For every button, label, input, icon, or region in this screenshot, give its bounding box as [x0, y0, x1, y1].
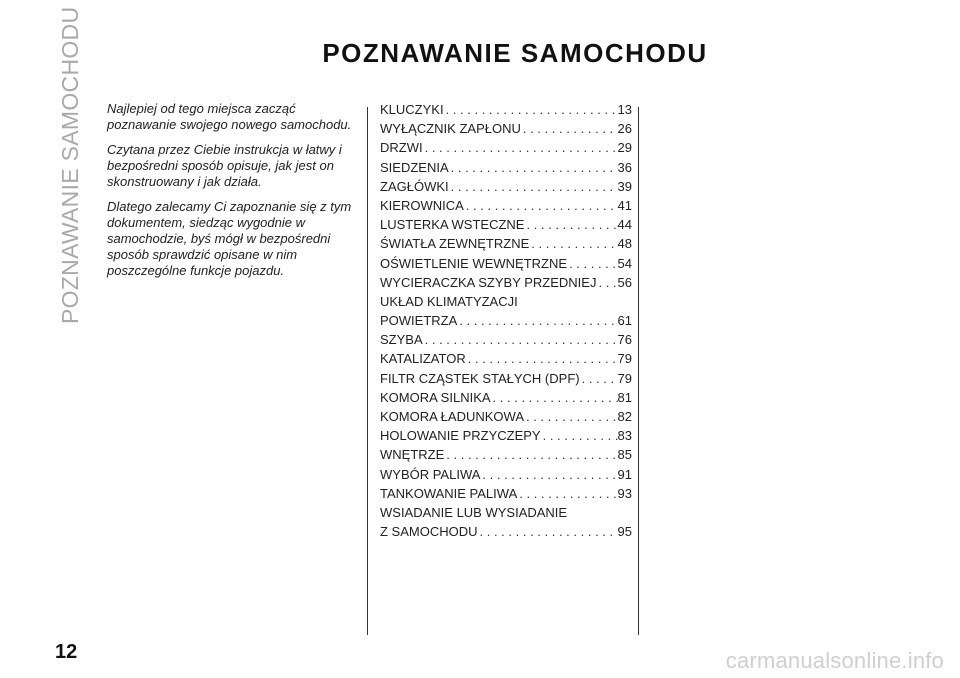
toc-entry-label: FILTR CZĄSTEK STAŁYCH (DPF) — [380, 370, 580, 386]
toc-entry[interactable] — [380, 465, 632, 484]
toc-entry-label: KOMORA SILNIKA — [380, 389, 491, 405]
toc-entry[interactable] — [380, 445, 632, 464]
toc-entry-label: KLUCZYKI — [380, 102, 444, 117]
toc-entry-row — [380, 138, 632, 157]
toc-entry-page: 79 — [617, 370, 632, 386]
toc-entry-row — [380, 522, 632, 541]
toc-entry[interactable] — [380, 388, 632, 407]
toc-entry[interactable] — [380, 503, 632, 541]
toc-entry-row — [380, 158, 632, 177]
toc-entry-label: SIEDZENIA — [380, 159, 449, 175]
toc-entry-label: DRZWI — [380, 140, 423, 156]
toc-entry-page: 76 — [617, 332, 632, 348]
toc-entry-row — [380, 119, 632, 138]
toc-entry-label: LUSTERKA WSTECZNE — [380, 217, 525, 233]
toc-entry[interactable] — [380, 292, 632, 330]
toc-entry-row — [380, 369, 632, 388]
toc-entry-label: POWIETRZA — [380, 313, 458, 329]
toc-entry-row — [380, 484, 632, 503]
toc-entry-page: 54 — [617, 255, 632, 271]
intro-paragraph: Dlatego zalecamy Ci zapoznanie się z tym dokumentem, siedząc wygodnie w samochodzie, byś mógł w bezpośredni sposób sprawdzić opisane w nim poszczególne funkcje pojazdu. — [107, 199, 352, 278]
toc-entry-label: WYBÓR PALIWA — [380, 466, 481, 482]
toc-dot-leader — [466, 196, 618, 215]
toc-entry-label: ZAGŁÓWKI — [380, 178, 449, 194]
toc-entry-page: 26 — [617, 121, 632, 137]
toc-entry-page: 93 — [617, 485, 632, 501]
toc-entry-page: 61 — [617, 313, 632, 329]
toc-entry[interactable] — [380, 215, 632, 234]
toc-entry-row — [380, 234, 632, 253]
toc-dot-leader — [446, 100, 618, 119]
toc-dot-leader — [598, 273, 617, 292]
toc-entry-page: 85 — [617, 447, 632, 463]
toc-dot-leader — [451, 177, 618, 196]
toc-entry-label: WYŁĄCZNIK ZAPŁONU — [380, 121, 521, 137]
toc-entry-row — [380, 349, 632, 368]
toc-dot-leader — [425, 138, 618, 157]
toc-entry-row — [380, 330, 632, 349]
toc-dot-leader — [526, 215, 617, 234]
toc-entry-page: 95 — [617, 524, 632, 540]
toc-entry-page: 83 — [617, 428, 632, 444]
toc-entry-row — [380, 407, 632, 426]
toc-dot-leader — [451, 158, 618, 177]
toc-entry[interactable] — [380, 158, 632, 177]
toc-entry-page: 48 — [617, 236, 632, 252]
toc-entry-page: 81 — [617, 389, 632, 405]
page-number: 12 — [55, 641, 78, 663]
toc-entry-row — [380, 273, 632, 292]
watermark: carmanualsonline.info — [725, 648, 944, 673]
side-section-title — [55, 6, 85, 324]
toc-entry-row — [380, 100, 632, 119]
toc-entry-row — [380, 465, 632, 484]
toc-entry-page: 36 — [617, 159, 632, 175]
toc-entry[interactable] — [380, 330, 632, 349]
toc-dot-leader — [468, 349, 618, 368]
toc-entry-label: KOMORA ŁADUNKOWA — [380, 409, 524, 424]
toc-entry-page: 13 — [617, 102, 632, 117]
toc-entry-page: 39 — [617, 178, 632, 194]
toc-entry-page: 79 — [617, 351, 632, 367]
toc-entry[interactable] — [380, 177, 632, 196]
toc-entry-label: SZYBA — [380, 332, 423, 348]
toc-entry-label: WNĘTRZE — [380, 447, 445, 463]
toc-dot-leader — [425, 330, 618, 349]
toc-entry[interactable] — [380, 254, 632, 273]
side-section-title-text: POZNAWANIE SAMOCHODU — [57, 6, 83, 324]
toc-dot-leader — [569, 254, 617, 273]
toc-entry[interactable] — [380, 407, 632, 426]
toc-dot-leader — [523, 119, 618, 138]
toc-entry-row — [380, 426, 632, 445]
toc-dot-leader — [482, 465, 617, 484]
column-divider-left — [367, 107, 368, 635]
toc-entry-label: ŚWIATŁA ZEWNĘTRZNE — [380, 236, 530, 252]
toc-entry-page: 91 — [617, 466, 632, 482]
toc-entry[interactable] — [380, 138, 632, 157]
column-divider-right — [638, 107, 639, 635]
toc-entry-lead: WSIADANIE LUB WYSIADANIE — [380, 504, 568, 520]
intro-paragraph: Najlepiej od tego miejsca zacząć poznawanie swojego nowego samochodu. — [107, 101, 352, 132]
toc-entry-row — [380, 215, 632, 234]
toc-entry[interactable] — [380, 484, 632, 503]
toc-dot-leader — [582, 369, 618, 388]
toc-entry-label: OŚWIETLENIE WEWNĘTRZNE — [380, 255, 568, 271]
page-title: POZNAWANIE SAMOCHODU — [322, 38, 708, 68]
toc-entry-label: KATALIZATOR — [380, 351, 466, 367]
toc-entry-page: 41 — [617, 197, 632, 213]
toc-dot-leader — [446, 445, 617, 464]
intro-paragraph: Czytana przez Ciebie instrukcja w łatwy i bezpośredni sposób opisuje, jak jest on skonstruowany i jak działa. — [107, 142, 342, 189]
table-of-contents — [380, 100, 632, 541]
toc-entry-label: WYCIERACZKA SZYBY PRZEDNIEJ — [380, 274, 597, 290]
toc-entry[interactable] — [380, 196, 632, 215]
toc-dot-leader — [526, 407, 618, 426]
toc-entry-label: TANKOWANIE PALIWA — [380, 485, 518, 501]
toc-entry-row — [380, 311, 632, 330]
toc-entry[interactable] — [380, 119, 632, 138]
toc-dot-leader — [519, 484, 617, 503]
toc-entry[interactable] — [380, 349, 632, 368]
toc-entry-page: 56 — [617, 274, 632, 290]
toc-entry[interactable] — [380, 273, 632, 292]
toc-entry[interactable] — [380, 234, 632, 253]
toc-entry[interactable] — [380, 100, 632, 119]
toc-dot-leader — [543, 426, 618, 445]
toc-entry-label: HOLOWANIE PRZYCZEPY — [380, 428, 541, 444]
toc-entry-row — [380, 254, 632, 273]
toc-entry-row — [380, 196, 632, 215]
toc-entry[interactable] — [380, 369, 632, 388]
toc-entry-label: Z SAMOCHODU — [380, 524, 478, 540]
toc-entry-label: KIEROWNICA — [380, 197, 464, 213]
toc-entry-page: 29 — [617, 140, 632, 156]
toc-entry-lead: UKŁAD KLIMATYZACJI — [380, 293, 518, 309]
toc-dot-leader — [493, 388, 618, 407]
toc-entry[interactable] — [380, 426, 632, 445]
toc-entry-row — [380, 445, 632, 464]
toc-dot-leader — [480, 522, 618, 541]
toc-dot-leader — [459, 311, 617, 330]
toc-entry-page: 44 — [617, 217, 632, 233]
toc-entry-row — [380, 177, 632, 196]
intro-text — [107, 101, 352, 288]
toc-entry-page: 82 — [617, 409, 632, 424]
toc-dot-leader — [531, 234, 617, 253]
toc-entry-row — [380, 388, 632, 407]
